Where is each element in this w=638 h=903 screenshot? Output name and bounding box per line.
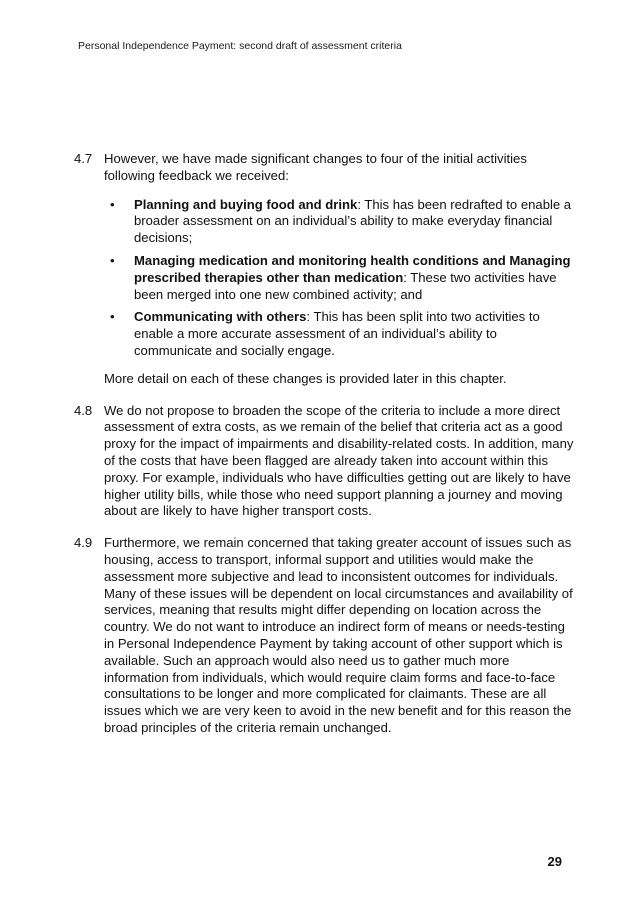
running-header: Personal Independence Payment: second draft of assessment criteria [78, 40, 402, 52]
paragraph-4-9 [74, 535, 574, 737]
bullet-detail: : This has been redrafted to enable a broader assessment on an individual’s ability to make everyday financial decisions; [134, 196, 572, 246]
bullet-heading: Managing medication and monitoring health conditions and Managing prescribed therapies other than medication [134, 252, 571, 285]
paragraph-4-7 [74, 151, 574, 388]
paragraph-body [104, 151, 574, 388]
bullet-text [134, 253, 574, 303]
paragraph-number: 4.7 [74, 151, 93, 166]
paragraph-intro: However, we have made significant changes to four of the initial activities following feedback we received: [104, 151, 527, 183]
bullet-text [134, 309, 574, 359]
bullet-detail: : This has been split into two activities to enable a more accurate assessment of an individual’s ability to communicate and socially engage. [134, 309, 540, 358]
bullet-heading: Planning and buying food and drink [134, 196, 358, 212]
paragraph-number: 4.8 [74, 402, 93, 418]
bullet-detail: : These two activities have been merged into one new combined activity; and [134, 269, 557, 302]
paragraph-text: Furthermore, we remain concerned that taking greater account of issues such as housing, access to transport, informal support and utilities would make the assessment more subjective and lead to inconsistent outcomes for individuals. Many of these issues will be dependent on local circumstances and availability of services, meaning that results might differ depending on location across the country. We do not want to introduce an indirect form of means or needs-testing in Personal Independence Payment by taking account of other support which is available. Such an approach would also need us to gather much more information from individuals, which would require claim forms and face-to-face consultations to be longer and more complicated for claimants. These are all issues which we are very keen to avoid in the new benefit and for this reason the broad principles of the criteria remain unchanged. [104, 535, 573, 735]
paragraph-4-8 [74, 403, 574, 521]
bullet-item [104, 197, 574, 247]
bullet-icon: • [110, 309, 115, 325]
bullet-item [104, 253, 574, 303]
bullet-list [104, 197, 574, 360]
bullet-text [134, 197, 574, 247]
bullet-icon: • [110, 196, 115, 212]
page-number: 29 [547, 854, 562, 869]
document-body [74, 151, 574, 752]
bullet-item [104, 309, 574, 359]
paragraph-text: We do not propose to broaden the scope of the criteria to include a more direct assessment of extra costs, as we remain of the belief that criteria act as a good proxy for the impact of impairments and disability-related costs. In addition, many of the costs that have been flagged are already taken into account within this proxy. For example, individuals who have difficulties getting out are likely to have higher utility bills, while those who need support planning a journey and moving about are likely to have higher transport costs. [104, 402, 574, 519]
paragraph-outro: More detail on each of these changes is provided later in this chapter. [104, 370, 507, 386]
paragraph-body [104, 403, 574, 521]
bullet-icon: • [110, 252, 115, 268]
paragraph-number: 4.9 [74, 535, 93, 551]
paragraph-body [104, 535, 574, 737]
bullet-heading: Communicating with others [134, 309, 307, 325]
